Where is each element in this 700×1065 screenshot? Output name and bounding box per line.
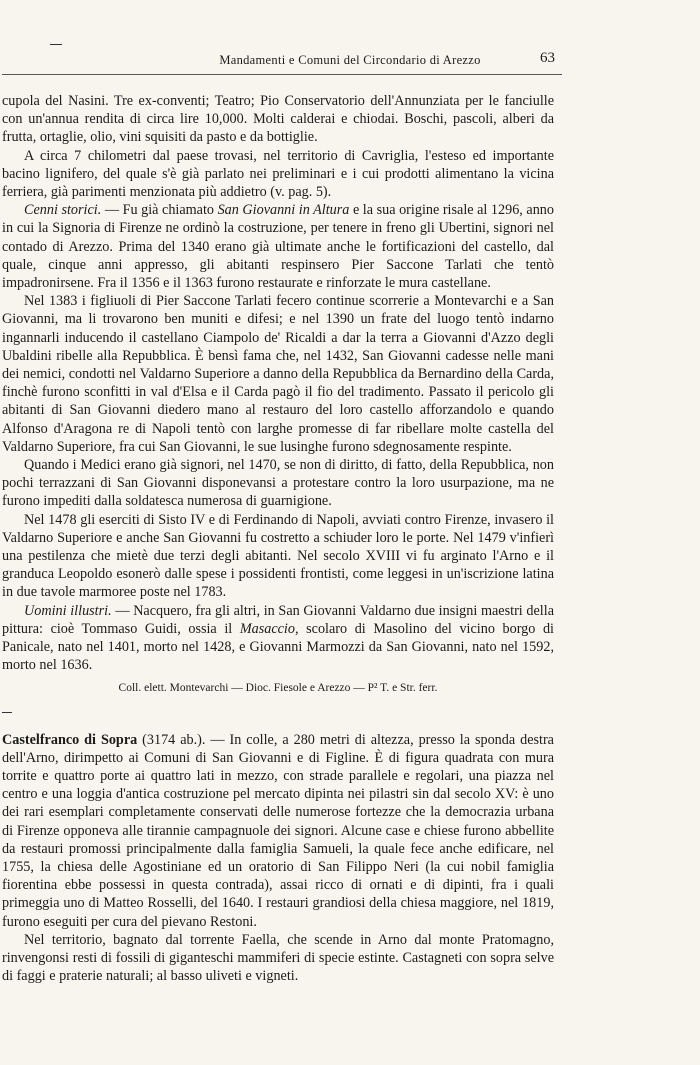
page-header <box>0 0 700 74</box>
paragraph-3-text-b: e la sua origine risale al 1296, anno in cui la Signoria di Firenze ne ordinò la costruzione, per tenere in freno gli Ubertini, signori nel contado di Arezzo. Prima del 1340 erano già ultimate anche le fortificazioni del castello, dal quale, cinque anni appresso, gli abitanti respinsero Pier Saccone Tarlati che tentò impadronirsene. Fra il 1356 e il 1363 furono restaurate e rinforzate le mura castellane. <box>2 202 554 292</box>
paragraph-3-text-a: — Fu già chiamato <box>101 202 218 219</box>
paragraph-1: cupola del Nasini. Tre ex-conventi; Teatro; Pio Conservatorio dell'Annunziata per le fanciulle con un'annua rendita di circa lire 10,000. Molti calderai e chiodai. Boschi, pascoli, alberi da frutta, ortaglie, olio, vini squisiti da pasto e da bottiglie. <box>2 93 554 146</box>
entry-text: (3174 ab.). — In colle, a 280 metri di altezza, presso la sponda destra dell'Arno, dirimpetto ai Comuni di San Giovanni e di Figline. È di figura quadrata con mura torrite e quattro porte ai quattro lati in mezzo, con strade parallele e regolari, una piazza nel centro e una loggia d'antica costruzione pel mercato dipinta nei pilastri sin dal secolo XV: è uno dei rari esemplari completamente conservati delle numerose fortezze che la democrazia urbana di Firenze opponeva alle tirannie campagnuole dei signori. Alcune case e chiese furono abbellite da restauri promossi principalmente dalla famiglia Samueli, la quale fece anche edificare, nel 1755, la chiesa delle Agostiniane ed un oratorio di San Filippo Neri (la cui nobil famiglia fiorentina ebbe possessi in questa contrada), assai ricco di ornati e di dipinti, fra i quali primeggia uno di Matteo Rosselli, del 1640. I restauri grandiosi della chiesa maggiore, nel 1819, furono eseguiti per cura del pievano Restoni. <box>2 731 554 930</box>
paragraph-6: Nel 1478 gli eserciti di Sisto IV e di Ferdinando di Napoli, avviati contro Firenze, invasero il Valdarno Superiore e anche San Giovanni fu costretto a schiuder loro le porte. Nel 1479 v'infierì una pestilenza che mietè due terzi degli abitanti. Nel secolo XVIII vi fu arginato l'Arno e il granduca Leopoldo esonerò dalle spese i possidenti frontisti, come leggesi in un'iscrizione latina in due tavole marmoree poste nel 1783. <box>2 511 554 601</box>
page-body <box>2 92 554 985</box>
paragraph-7-text-b: , scolaro di Masolino del vicino borgo di Panicale, nato nel 1401, morto nel 1428, e Giovanni Marmozzi da San Giovanni, nato nel 1592, morto nel 1636. <box>2 620 554 674</box>
running-title: Mandamenti e Comuni del Circondario di Arezzo <box>219 53 481 67</box>
paragraph-2: A circa 7 chilometri dal paese trovasi, nel territorio di Cavriglia, l'esteso ed importante bacino lignifero, del quale s'è già parlato nei preliminari e i cui prodotti alimentano la vicina ferriera, già parimenti menzionata più addietro (v. pag. 5). <box>2 147 554 201</box>
artist-name-italic: Masaccio <box>239 620 295 637</box>
section-separator <box>2 712 12 713</box>
paragraph-cenni-storici <box>2 201 554 292</box>
paragraph-territorio: Nel territorio, bagnato dal torrente Faella, che scende in Arno dal monte Pratomagno, rinvengonsi resti di fossili di giganteschi mammiferi di specie estinte. Castagneti con sopra selve di faggi e praterie naturali; al basso uliveti e vigneti. <box>2 931 554 985</box>
paragraph-5: Quando i Medici erano già signori, nel 1470, se non di diritto, di fatto, della Repubblica, non pochi terrazzani di San Giovanni disponevansi a protestare contro la loro usurpazione, ma ne furono impediti dalla soldatesca numerosa di guarnigione. <box>2 457 554 510</box>
entry-title: Castelfranco di Sopra <box>2 731 138 748</box>
header-rule <box>2 74 562 75</box>
entry-castelfranco <box>2 731 554 931</box>
electoral-note: Coll. elett. Montevarchi — Dioc. Fiesole e Arezzo — P² T. e Str. ferr. <box>118 681 438 694</box>
paragraph-4: Nel 1383 i figliuoli di Pier Saccone Tarlati fecero continue scorrerie a Montevarchi e a San Giovanni, ma li trovarono ben muniti e difesi; e nel 1390 un frate del luogo tentò indarno ingannarli inducendo il castellano Ciampolo de' Ricaldi a dar la terra a Giovanni d'Azzo degli Ubaldini ribelle alla Repubblica. È bensì fama che, nel 1432, San Giovanni cadesse nelle mani dei nemici, condotti nel Valdarno Superiore a danno della Repubblica da Bernardino della Carda, finchè furono sconfitti in val d'Elsa e il Carda pagò il fio del tradimento. Passato il pericolo gli abitanti di San Giovanni diedero mano al restauro del loro castello afforzandolo e quando Alfonso d'Aragona re di Napoli tentò con larghe promesse di far ribellare molte castella del Valdarno Superiore, fra cui San Giovanni, le sue lusinghe furono sdegnosamente respinte. <box>2 293 554 455</box>
paragraph-uomini-illustri <box>2 602 554 675</box>
place-name-italic: San Giovanni in Altura <box>217 202 350 219</box>
page-number: 63 <box>540 50 555 66</box>
paragraph-7-text-a: — Nacquero, fra gli altri, in San Giovanni Valdarno due insigni maestri della pittura: cioè Tommaso Guidi, ossia il <box>2 602 554 637</box>
section-label-cenni-storici: Cenni storici. <box>24 202 102 219</box>
section-label-uomini-illustri: Uomini illustri. <box>24 602 112 619</box>
